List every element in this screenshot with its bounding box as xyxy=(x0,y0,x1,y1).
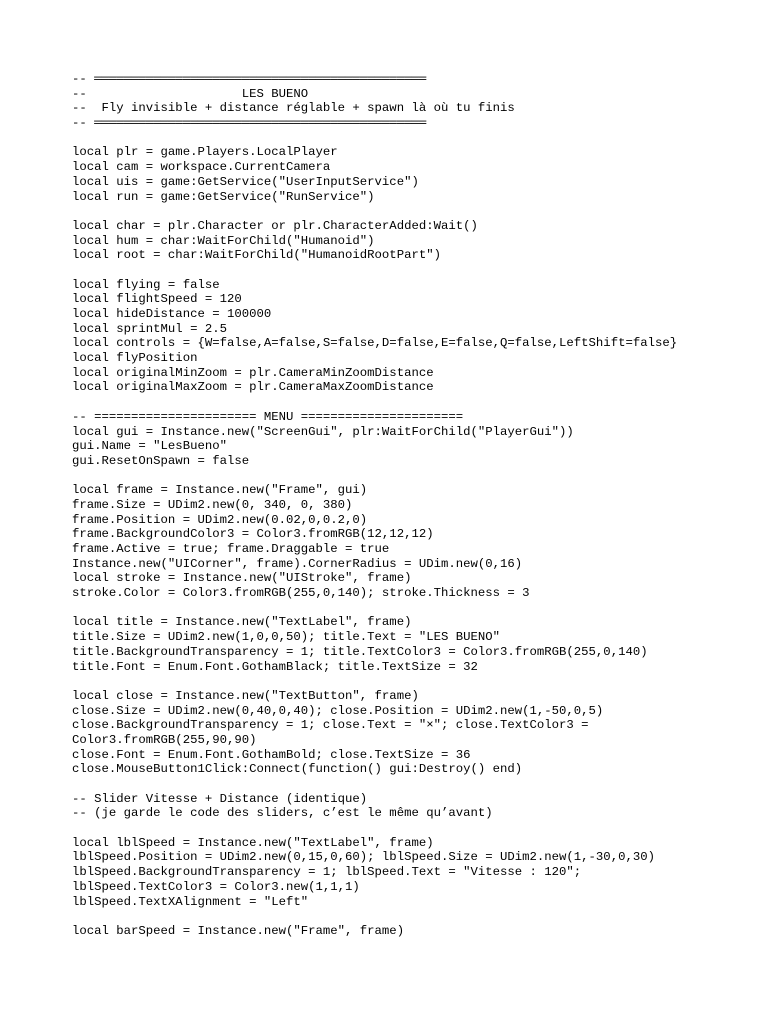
code-line: frame.Size = UDim2.new(0, 340, 0, 380) xyxy=(72,497,353,512)
code-line: frame.Position = UDim2.new(0.02,0,0.2,0) xyxy=(72,512,368,527)
code-line: local barSpeed = Instance.new("Frame", frame) xyxy=(72,923,405,938)
code-line: local frame = Instance.new("Frame", gui) xyxy=(72,483,368,498)
code-line: local run = game:GetService("RunService") xyxy=(72,189,375,204)
code-line: local controls = {W=false,A=false,S=false,D=false,E=false,Q=false,LeftShift=false} xyxy=(72,336,678,351)
code-line: title.BackgroundTransparency = 1; title.TextColor3 = Color3.fromRGB(255,0,140) xyxy=(72,644,648,659)
code-line: frame.BackgroundColor3 = Color3.fromRGB(12,12,12) xyxy=(72,527,434,542)
code-line: stroke.Color = Color3.fromRGB(255,0,140); stroke.Thickness = 3 xyxy=(72,586,530,601)
code-line: title.Size = UDim2.new(1,0,0,50); title.Text = "LES BUENO" xyxy=(72,630,501,645)
blank-line xyxy=(72,674,742,689)
code-line: gui.Name = "LesBueno" xyxy=(72,439,227,454)
code-line: local stroke = Instance.new("UIStroke", frame) xyxy=(72,571,412,586)
blank-line xyxy=(72,395,742,410)
code-line: local hideDistance = 100000 xyxy=(72,307,272,321)
code-line: -- (je garde le code des sliders, c’est le même qu’avant) xyxy=(72,806,493,821)
code-line: lblSpeed.TextColor3 = Color3.new(1,1,1) xyxy=(72,879,360,894)
code-line: local root = char:WaitForChild("HumanoidRootPart") xyxy=(72,248,441,263)
code-line: local originalMinZoom = plr.CameraMinZoomDistance xyxy=(72,365,434,380)
code-line: local close = Instance.new("TextButton", frame) xyxy=(72,688,419,703)
blank-line xyxy=(72,601,742,616)
code-line: local char = plr.Character or plr.CharacterAdded:Wait() xyxy=(72,218,478,233)
blank-line xyxy=(72,909,742,924)
code-line: -- Fly invisible + distance réglable + spawn là où tu finis xyxy=(72,101,515,116)
code-line: local flyPosition xyxy=(72,351,198,366)
code-line: Color3.fromRGB(255,90,90) xyxy=(72,732,257,747)
code-line: local flying = false xyxy=(72,277,220,292)
code-line: lblSpeed.Position = UDim2.new(0,15,0,60); lblSpeed.Size = UDim2.new(1,-30,0,30) xyxy=(72,850,655,865)
code-line: lblSpeed.TextXAlignment = "Left" xyxy=(72,894,309,909)
blank-line xyxy=(72,131,742,146)
blank-line xyxy=(72,263,742,278)
code-line: gui.ResetOnSpawn = false xyxy=(72,453,250,468)
code-line: title.Font = Enum.Font.GothamBlack; title.TextSize = 32 xyxy=(72,659,478,674)
code-line: close.BackgroundTransparency = 1; close.Text = "×"; close.TextColor3 = xyxy=(72,718,589,733)
code-line: close.Size = UDim2.new(0,40,0,40); close.Position = UDim2.new(1,-50,0,5) xyxy=(72,703,604,718)
code-line: -- LES BUENO xyxy=(72,86,309,101)
code-line: -- ====================== MENU ====================== xyxy=(72,409,464,424)
code-listing xyxy=(72,72,742,939)
code-line: -- Slider Vitesse + Distance (identique) xyxy=(72,791,368,806)
blank-line xyxy=(72,821,742,836)
code-line: local title = Instance.new("TextLabel", frame) xyxy=(72,615,412,630)
code-line: -- ═════════════════════════════════════════════ xyxy=(72,72,427,86)
code-line: local flightSpeed = 120 xyxy=(72,292,242,307)
code-line: Instance.new("UICorner", frame).CornerRadius = UDim.new(0,16) xyxy=(72,556,523,571)
code-line: close.MouseButton1Click:Connect(function() gui:Destroy() end) xyxy=(72,762,523,777)
code-line: close.Font = Enum.Font.GothamBold; close.TextSize = 36 xyxy=(72,747,471,762)
code-line: frame.Active = true; frame.Draggable = true xyxy=(72,542,390,556)
code-line: -- ═════════════════════════════════════════════ xyxy=(72,116,427,131)
blank-line xyxy=(72,469,742,484)
code-line: local hum = char:WaitForChild("Humanoid") xyxy=(72,233,375,248)
blank-line xyxy=(72,204,742,219)
code-line: local lblSpeed = Instance.new("TextLabel", frame) xyxy=(72,835,434,850)
code-line: local uis = game:GetService("UserInputService") xyxy=(72,174,419,189)
code-line: local cam = workspace.CurrentCamera xyxy=(72,160,331,175)
code-line: lblSpeed.BackgroundTransparency = 1; lblSpeed.Text = "Vitesse : 120"; xyxy=(72,865,582,880)
code-line: local plr = game.Players.LocalPlayer xyxy=(72,145,338,160)
code-line: local originalMaxZoom = plr.CameraMaxZoomDistance xyxy=(72,380,434,395)
code-line: local gui = Instance.new("ScreenGui", plr:WaitForChild("PlayerGui")) xyxy=(72,424,574,439)
code-line: local sprintMul = 2.5 xyxy=(72,321,227,336)
blank-line xyxy=(72,777,742,792)
